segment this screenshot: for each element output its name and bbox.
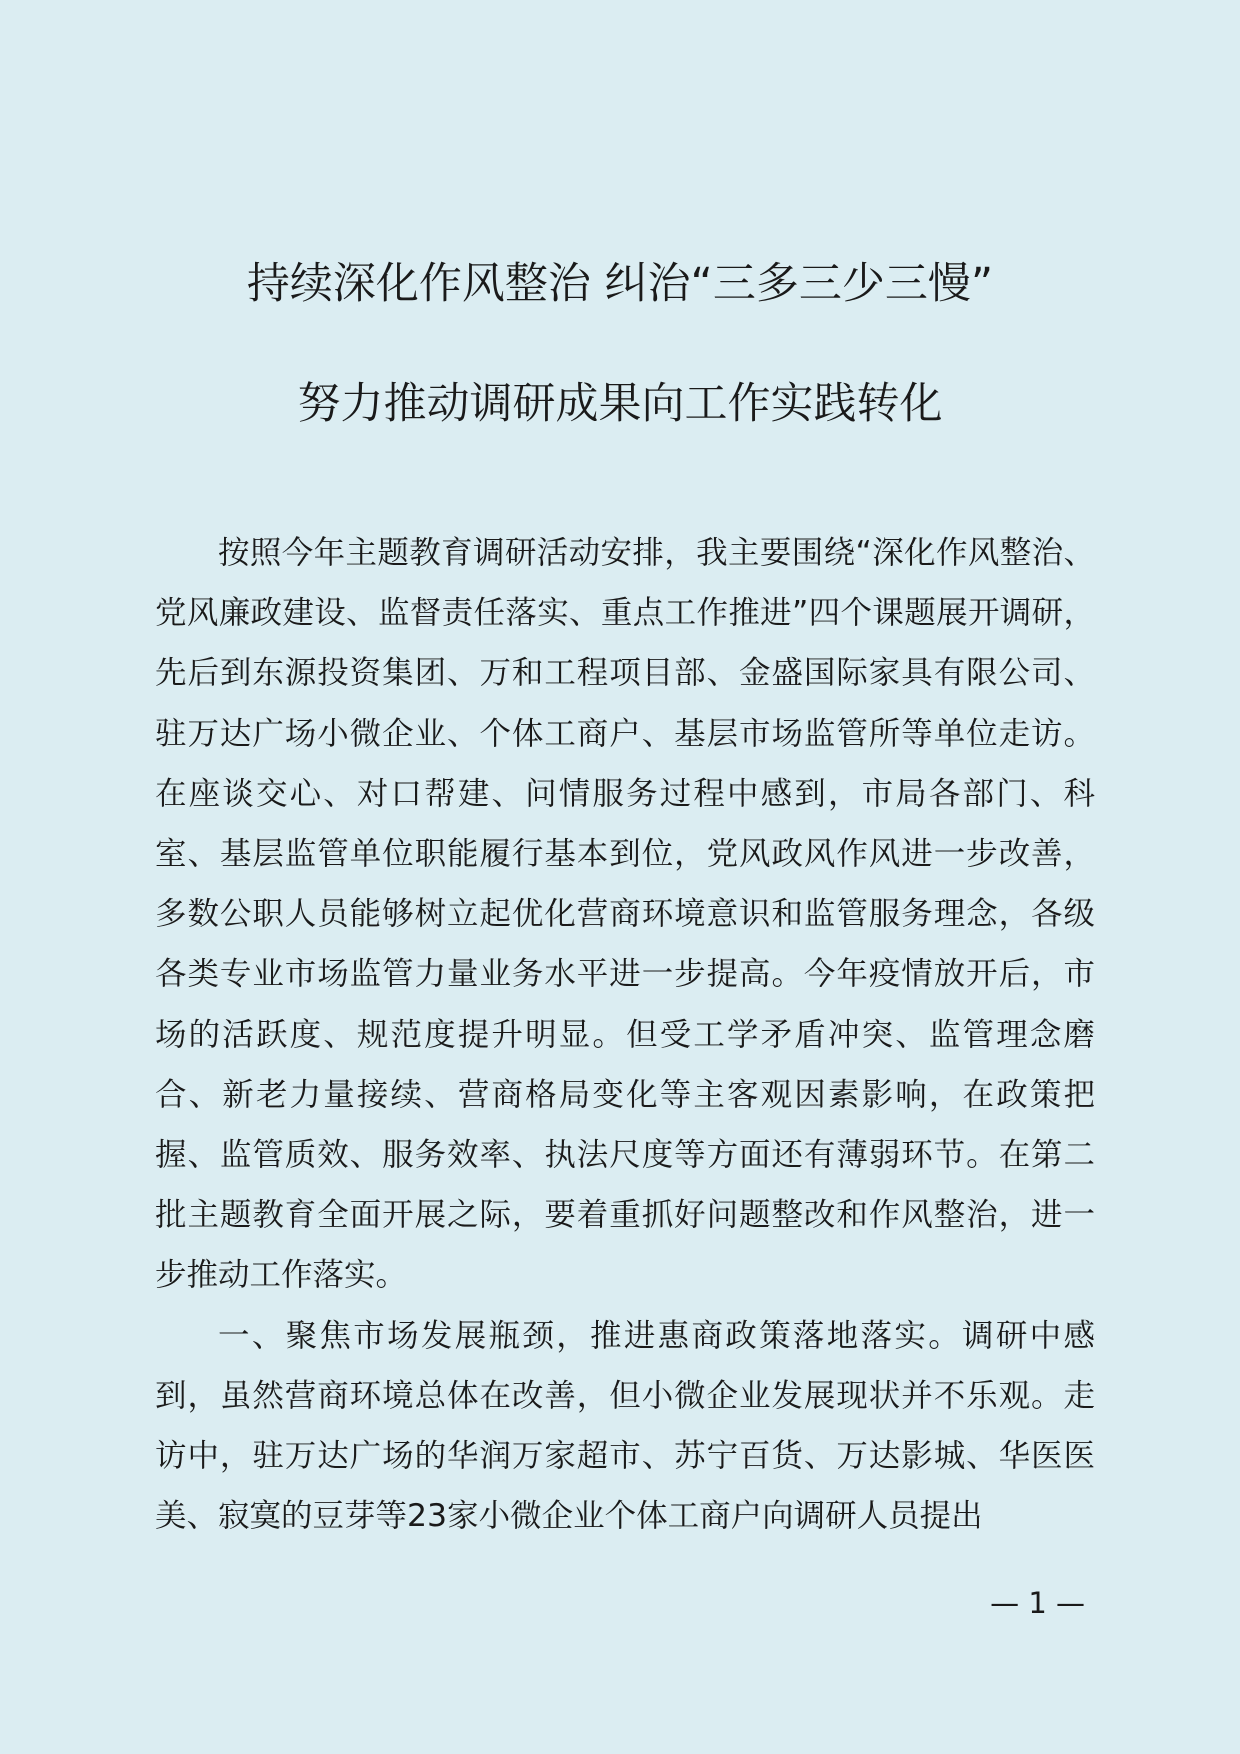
document-body — [155, 523, 1095, 1546]
document-title-line-2: 努力推动调研成果向工作实践转化 — [297, 379, 943, 429]
body-paragraph-2: 一、聚焦市场发展瓶颈，推进惠商政策落地落实。调研中感到，虽然营商环境总体在改善，但小微企业发展现状并不乐观。走访中，驻万达广场的华润万家超市、苏宁百货、万达影城、华医医美、寂寞的豆芽等23家小微企业个体工商户向调研人员提出 — [155, 1317, 1095, 1535]
page-number: — 1 — — [990, 1586, 1085, 1620]
body-paragraph-1: 按照今年主题教育调研活动安排，我主要围绕“深化作风整治、党风廉政建设、监督责任落实、重点工作推进”四个课题展开调研，先后到东源投资集团、万和工程项目部、金盛国际家具有限公司、驻万达广场小微企业、个体工商户、基层市场监管所等单位走访。在座谈交心、对口帮建、问情服务过程中感到，市局各部门、科室、基层监管单位职能履行基本到位，党风政风作风进一步改善，多数公职人员能够树立起优化营商环境意识和监管服务理念，各级各类专业市场监管力量业务水平进一步提高。今年疫情放开后，市场的活跃度、规范度提升明显。但受工学矛盾冲突、监管理念磨合、新老力量接续、营商格局变化等主客观因素影响，在政策把握、监管质效、服务效率、执法尺度等方面还有薄弱环节。在第二批主题教育全面开展之际，要着重抓好问题整改和作风整治，进一步推动工作落实。 — [155, 535, 1095, 1294]
document-title-line-1: 持续深化作风整治 纠治“三多三少三慢” — [246, 259, 994, 309]
